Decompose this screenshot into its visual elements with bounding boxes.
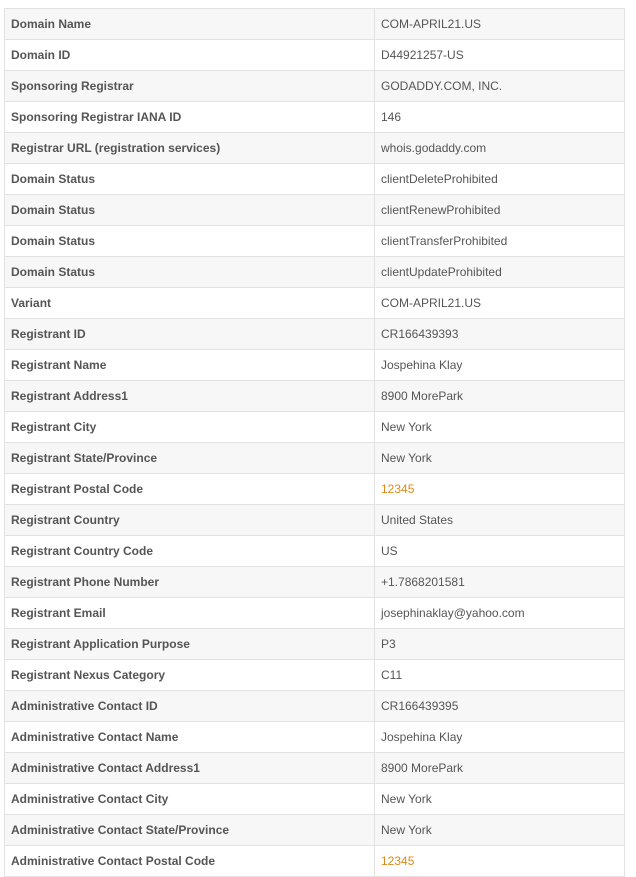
field-label: Registrant Country Code: [5, 536, 375, 567]
field-value: CR166439395: [375, 691, 625, 722]
field-value: clientRenewProhibited: [375, 195, 625, 226]
table-row: [5, 536, 625, 567]
field-value: US: [375, 536, 625, 567]
field-label: Registrant ID: [5, 319, 375, 350]
field-value: COM-APRIL21.US: [375, 288, 625, 319]
table-row: [5, 815, 625, 846]
table-row: [5, 40, 625, 71]
table-row: [5, 257, 625, 288]
table-row: [5, 9, 625, 40]
field-label: Administrative Contact State/Province: [5, 815, 375, 846]
field-value: josephinaklay@yahoo.com: [375, 598, 625, 629]
field-label: Sponsoring Registrar: [5, 71, 375, 102]
field-value: clientTransferProhibited: [375, 226, 625, 257]
field-label: Domain Status: [5, 226, 375, 257]
table-row: [5, 350, 625, 381]
field-label: Registrant City: [5, 412, 375, 443]
table-row: [5, 567, 625, 598]
field-label: Administrative Contact Name: [5, 722, 375, 753]
field-value: New York: [375, 443, 625, 474]
field-label: Domain Status: [5, 164, 375, 195]
field-value: +1.7868201581: [375, 567, 625, 598]
field-label: Administrative Contact City: [5, 784, 375, 815]
field-label: Sponsoring Registrar IANA ID: [5, 102, 375, 133]
field-label: Registrant Postal Code: [5, 474, 375, 505]
table-row: [5, 226, 625, 257]
field-value: whois.godaddy.com: [375, 133, 625, 164]
table-row: [5, 660, 625, 691]
field-label: Registrant State/Province: [5, 443, 375, 474]
field-value: 8900 MorePark: [375, 381, 625, 412]
field-value: 146: [375, 102, 625, 133]
field-label: Administrative Contact Address1: [5, 753, 375, 784]
table-row: [5, 71, 625, 102]
field-value: C11: [375, 660, 625, 691]
field-value: New York: [375, 815, 625, 846]
field-value: CR166439393: [375, 319, 625, 350]
table-row: [5, 753, 625, 784]
field-value: GODADDY.COM, INC.: [375, 71, 625, 102]
field-value: clientUpdateProhibited: [375, 257, 625, 288]
table-row: [5, 443, 625, 474]
postal-code-link[interactable]: 12345: [375, 474, 625, 505]
table-row: [5, 164, 625, 195]
field-value: 8900 MorePark: [375, 753, 625, 784]
field-label: Domain Name: [5, 9, 375, 40]
field-label: Variant: [5, 288, 375, 319]
field-value: Jospehina Klay: [375, 350, 625, 381]
field-value: D44921257-US: [375, 40, 625, 71]
field-label: Administrative Contact ID: [5, 691, 375, 722]
field-value: COM-APRIL21.US: [375, 9, 625, 40]
field-label: Registrant Nexus Category: [5, 660, 375, 691]
table-row: [5, 319, 625, 350]
field-label: Domain Status: [5, 195, 375, 226]
field-value: clientDeleteProhibited: [375, 164, 625, 195]
field-label: Registrant Application Purpose: [5, 629, 375, 660]
field-label: Registrant Email: [5, 598, 375, 629]
table-row: [5, 195, 625, 226]
whois-table: [4, 8, 625, 877]
postal-code-link[interactable]: 12345: [375, 846, 625, 877]
whois-record: [4, 8, 624, 877]
field-value: New York: [375, 412, 625, 443]
field-value: Jospehina Klay: [375, 722, 625, 753]
field-label: Domain ID: [5, 40, 375, 71]
table-row: [5, 505, 625, 536]
field-label: Registrant Name: [5, 350, 375, 381]
table-row: [5, 598, 625, 629]
field-value: P3: [375, 629, 625, 660]
field-label: Registrant Phone Number: [5, 567, 375, 598]
table-row: [5, 722, 625, 753]
field-value: New York: [375, 784, 625, 815]
table-row: [5, 629, 625, 660]
table-row: [5, 381, 625, 412]
table-row: [5, 691, 625, 722]
field-label: Registrant Country: [5, 505, 375, 536]
table-row: [5, 133, 625, 164]
field-value: United States: [375, 505, 625, 536]
table-row: [5, 102, 625, 133]
table-row: [5, 288, 625, 319]
table-row: [5, 846, 625, 877]
field-label: Domain Status: [5, 257, 375, 288]
field-label: Registrant Address1: [5, 381, 375, 412]
table-row: [5, 784, 625, 815]
table-row: [5, 474, 625, 505]
field-label: Administrative Contact Postal Code: [5, 846, 375, 877]
table-row: [5, 412, 625, 443]
field-label: Registrar URL (registration services): [5, 133, 375, 164]
